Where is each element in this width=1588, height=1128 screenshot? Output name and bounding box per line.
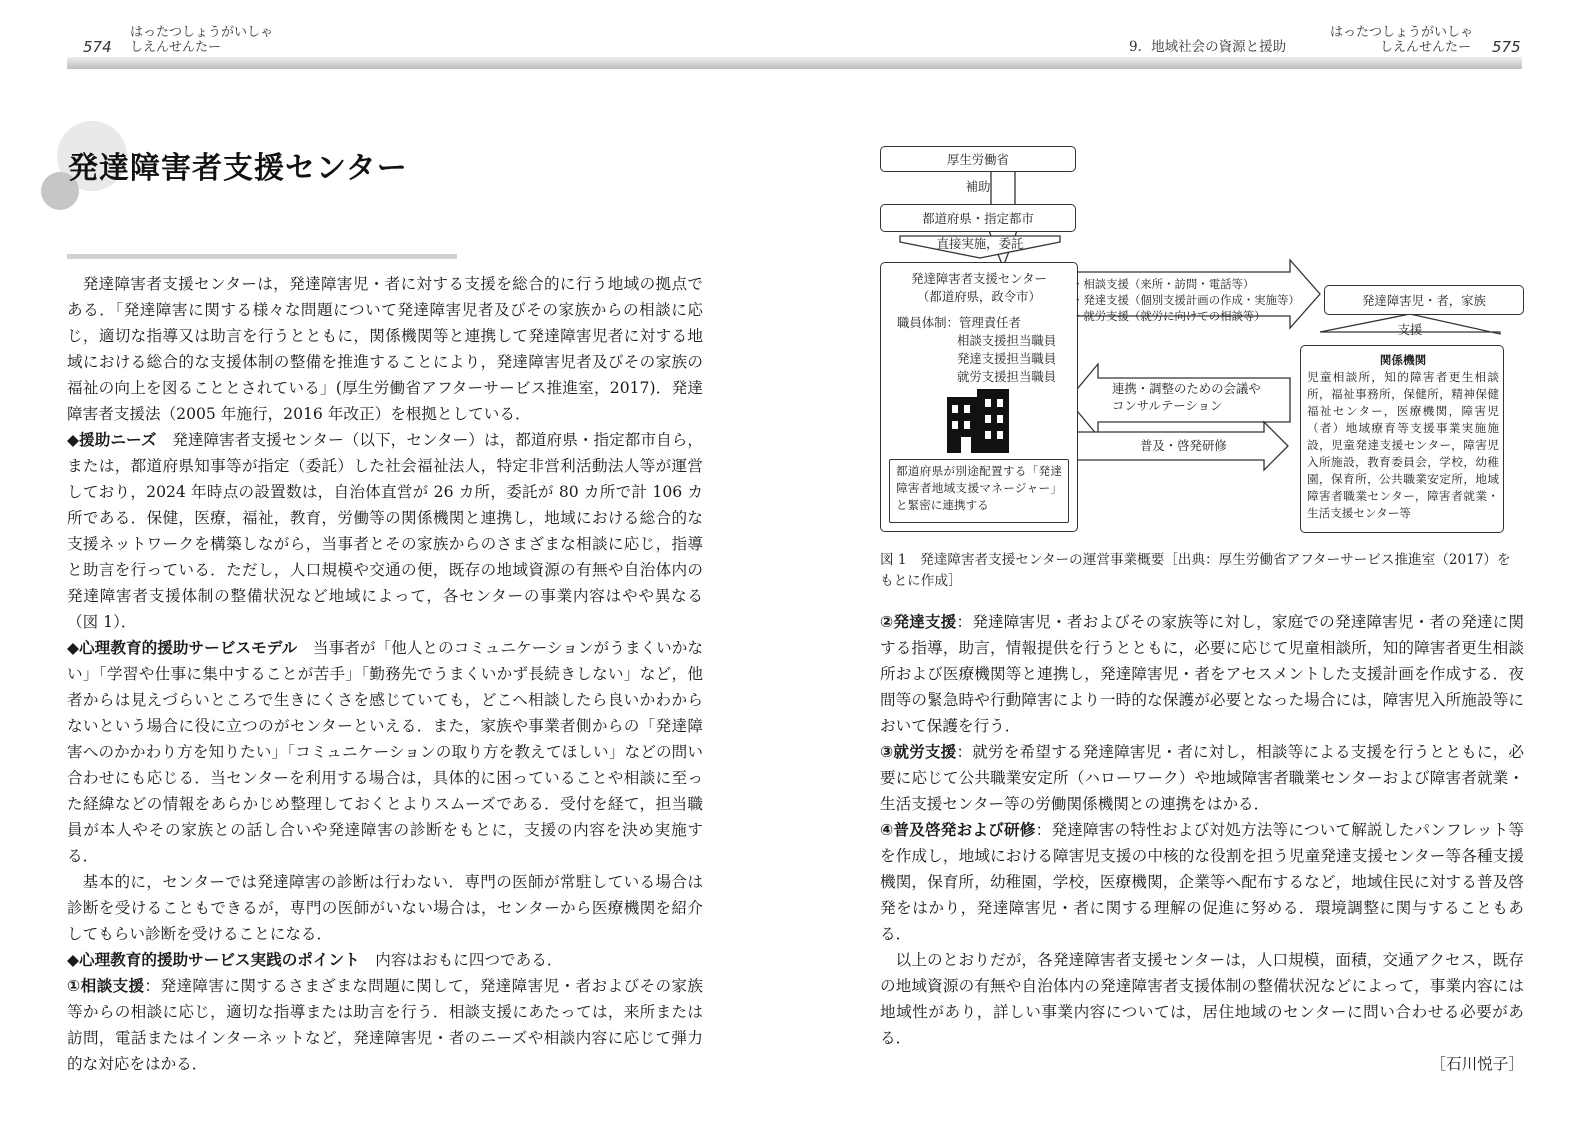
building-icon	[947, 389, 1009, 453]
header-bar	[67, 57, 1522, 69]
awareness-body: ：発達障害の特性および対処方法等について解説したパンフレット等を作成し，地域における障害児支援の中核的な役割を担う児童発達支援センター等各種支援機関，保育所，幼稚園，学校，医療機関，企業等へ配布するなど，地域住民に対する普及啓発をはかり，発達障害児・者に関する理解の促進に努める．環境調整に関与することもある．	[880, 821, 1524, 943]
cooperation-line-2: コンサルテーション	[1112, 398, 1223, 413]
family-box: 発達障害児・者，家族	[1324, 285, 1524, 315]
employment-body: ：就労を希望する発達障害児・者に対し，相談等による支援を行うとともに，必要に応じて公共職業安定所（ハローワーク）や地域障害者職業センターおよび障害者就業・生活支援センター等の労働関係機関との連携をはかる．	[880, 743, 1524, 813]
practice-body: 内容はおもに四つである．	[375, 951, 563, 969]
right-text-column	[880, 609, 1524, 1077]
awareness-heading: ④普及啓発および研修	[880, 821, 1036, 839]
training-label: 普及・啓発研修	[1140, 438, 1227, 453]
practice-heading: ◆心理教育的援助サービス実践のポイント	[67, 951, 360, 969]
right-page-number: 575	[1492, 38, 1521, 56]
awareness-item	[880, 817, 1524, 947]
author-signature: ［石川悦子］	[1430, 1055, 1524, 1073]
right-running-head-ruby-1: はったつしょうがいしゃ	[1330, 25, 1474, 40]
left-text-column	[67, 271, 703, 1077]
consultation-item	[67, 973, 703, 1077]
service-consultation: ・相談支援（来所・訪問・電話等）	[1072, 277, 1255, 291]
needs-body: 発達障害者支援センター（以下，センター）は，都道府県・指定都市自ら，または，都道府県知事等が指定（委託）した社会福祉法人，特定非営利活動法人等が運営しており，2024 年時点の設置数は，自治体直営が 26 カ所，委託が 80 カ所で計 106 カ所である．保健，医療，福祉，教育，労働等の関係機関と連携し，地域における総合的な支援ネットワークを構築しながら，当事者とその家族からのさまざまな相談に応じ，指導と助言を行っている．ただし，人口規模や交通の便，既存の地域資源の有無や自治体内の発達障害者支援体制の整備状況など地域によって，各センターの事業内容はやや異なる（図 1）．	[67, 431, 703, 631]
support-label: 支援	[1397, 322, 1423, 337]
staff-development: 発達支援担当職員	[957, 351, 1057, 366]
manager-note: 都道府県が別途配置する「発達障害者地域支援マネージャー」と緊密に連携する	[889, 459, 1069, 523]
article-title: 発達障害者支援センター	[68, 151, 408, 186]
staff-label: 職員体制：管理責任者	[897, 315, 1021, 330]
left-running-head-ruby-2: しえんせんたー	[130, 40, 222, 55]
employment-heading: ③就労支援	[880, 743, 957, 761]
model-body: 当事者が「他人とのコミュニケーションがうまくいかない」「学習や仕事に集中することが苦手」「勤務先でうまくいかず長続きしない」など，他者からは見えづらいところで生きにくさを感じていても，どこへ相談したら良いかわからないという場合に役に立つのがセンターといえる．また，家族や事業者側からの「発達障害へのかかわり方を知りたい」「コミュニケーションの取り方を教えてほしい」などの問い合わせにも応じる．当センターを利用する場合は，具体的に困っていることや相談に至った経緯などの情報をあらかじめ整理しておくとよりスムーズである．受付を経て，担当職員が本人やその家族との話し合いや発達障害の診断をもとに，支援の内容を決め実施する．	[67, 639, 703, 865]
practice-section	[67, 947, 703, 973]
center-box	[880, 262, 1078, 532]
left-page-number: 574	[83, 38, 112, 56]
needs-heading: ◆援助ニーズ	[67, 431, 157, 449]
development-heading: ②発達支援	[880, 613, 957, 631]
left-running-head-ruby-1: はったつしょうがいしゃ	[130, 25, 274, 40]
needs-section	[67, 427, 703, 635]
center-name: 発達障害者支援センター	[911, 271, 1047, 286]
staff-employment: 就労支援担当職員	[957, 369, 1057, 384]
related-box	[1300, 345, 1504, 533]
staff-consultation: 相談支援担当職員	[957, 333, 1057, 348]
center-sub: （都道府県，政令市）	[917, 289, 1041, 304]
model-section	[67, 635, 703, 869]
related-title: 関係機関	[1379, 353, 1427, 367]
diagnosis-paragraph: 基本的に，センターでは発達障害の診断は行わない．専門の医師が常駐している場合は診断を受けることもできるが，専門の医師がいない場合は，センターから医療機関を紹介してもらい診断を受けることになる．	[67, 873, 703, 943]
development-body: ：発達障害児・者およびその家族等に対し，家庭での発達障害児・者の発達に関する指導，助言，情報提供を行うとともに，必要に応じて児童相談所，知的障害者更生相談所および医療機関等と連携し，発達障害児・者をアセスメントした支援計画を作成する．夜間等の緊急時や行動障害により一時的な保護が必要となった場合には，障害児入所施設等において保護を行う．	[880, 613, 1524, 735]
intro-paragraph: 発達障害者支援センターは，発達障害児・者に対する支援を総合的に行う地域の拠点である．「発達障害に関する様々な問題について発達障害児者及びその家族からの相談に応じ，適切な指導又は助言を行うとともに，関係機関等と連携して発達障害児者に対する地域における総合的な支援体制の整備を推進することにより，発達障害児者及びその家族の福祉の向上を図ることとされている」(厚生労働省アフターサービス推進室，2017)．発達障害者支援法（2005 年施行，2016 年改正）を根拠としている．	[67, 275, 703, 423]
right-running-head-ruby-2: しえんせんたー	[1380, 40, 1472, 55]
employment-item	[880, 739, 1524, 817]
consultation-heading: ①相談支援	[67, 977, 145, 995]
consultation-body: ：発達障害に関するさまざまな問題に関して，発達障害児・者およびその家族等からの相談に応じ，適切な指導または助言を行う．相談支援にあたっては，来所または訪問，電話またはインターネットなど，発達障害児・者のニーズや相談内容に応じて弾力的な対応をはかる．	[67, 977, 703, 1073]
model-heading: ◆心理教育的援助サービスモデル	[67, 639, 298, 657]
title-underline	[67, 254, 457, 259]
development-item	[880, 609, 1524, 739]
service-employment: ・就労支援（就労に向けての相談等）	[1072, 309, 1266, 323]
figure-diagram	[880, 146, 1524, 546]
conclusion-paragraph: 以上のとおりだが，各発達障害者支援センターは，人口規模，面積，交通アクセス，既存の地域資源の有無や自治体内の発達障害者支援体制の整備状況などによって，事業内容には地域性があり，詳しい事業内容については，居住地域のセンターに問い合わせる必要がある．	[880, 951, 1524, 1047]
ministry-box: 厚生労働省	[880, 146, 1076, 172]
prefecture-box: 都道府県・指定都市	[880, 204, 1076, 232]
related-body: 児童相談所，知的障害者更生相談所，福祉事務所，保健所，精神保健福祉センター，医療機関，障害児（者）地域療育等支援事業実施施設，児童発達支援センター，障害児入所施設，教育委員会，学校，幼稚園，保育所，公共職業安定所，地域障害者職業センター，障害者就業・生活支援センター等	[1307, 370, 1499, 520]
direct-label: 直接実施，委託	[936, 236, 1024, 251]
cooperation-line-1: 連携・調整のための会議や	[1112, 381, 1261, 396]
figure-caption: 図 1 発達障害者支援センターの運営事業概要［出典：厚生労働省アフターサービス推進室（2017）をもとに作成］	[880, 552, 1511, 589]
right-chapter-title: 9．地域社会の資源と援助	[1129, 39, 1287, 55]
subsidy-label: 補助	[965, 179, 991, 194]
service-development: ・発達支援（個別支援計画の作成・実施等）	[1072, 293, 1300, 307]
